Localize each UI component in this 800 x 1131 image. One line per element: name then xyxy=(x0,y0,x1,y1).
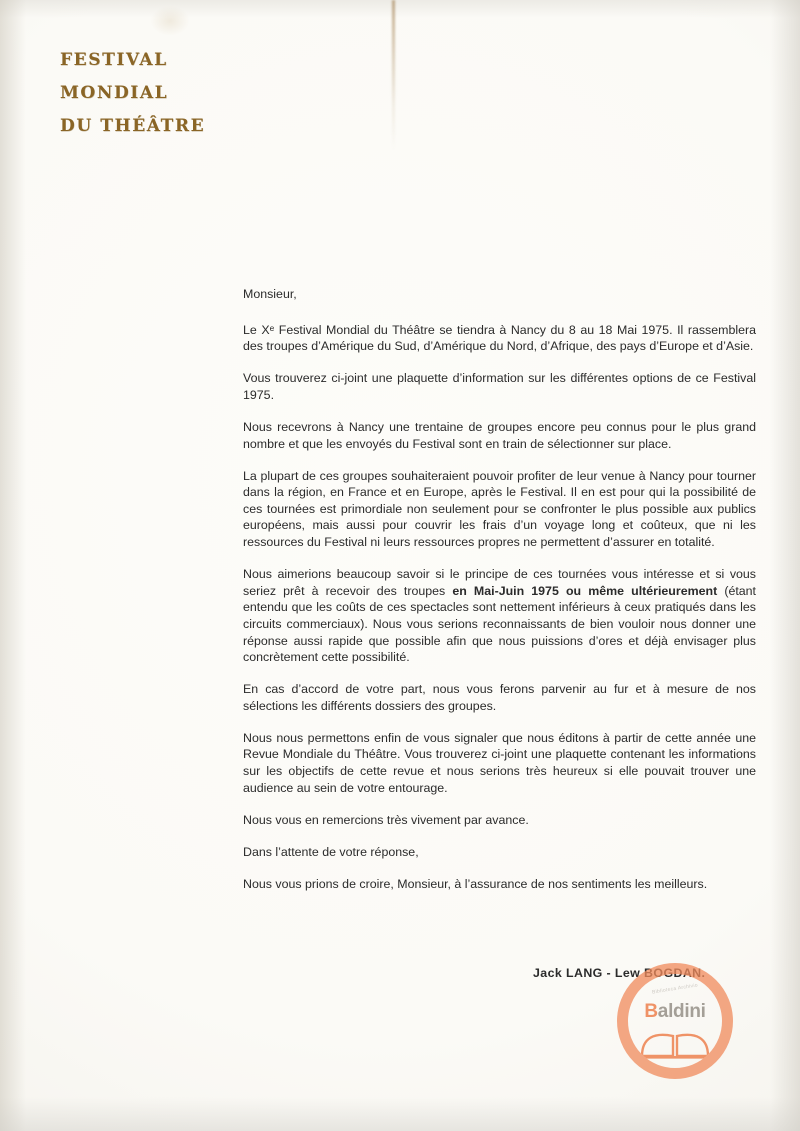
paragraph-5-bold-dates: en Mai-Juin 1975 ou même ultérieurement xyxy=(452,583,718,598)
scan-edge-right xyxy=(770,0,800,1131)
paragraph-7: Nous nous permettons enfin de vous signaler que nous éditons à partir de cette année une Revue Mondiale du Théâtre. Vous trouverez ci-joint une plaquette contenant les informations sur les objectifs de cette revue et nous serions très heureux si elle pouvait trouver une audience au sein de votre entourage. xyxy=(243,730,756,795)
open-book-icon xyxy=(638,1026,712,1065)
letterhead-line-1: FESTIVAL xyxy=(60,50,168,70)
signature-line: Jack LANG - Lew BOGDAN. xyxy=(533,966,706,980)
letterhead-line-2: MONDIAL xyxy=(60,83,169,103)
scan-edge-top xyxy=(0,0,800,18)
paragraph-8-thanks: Nous vous en remercions très vivement par avance. xyxy=(243,812,529,827)
scan-edge-bottom xyxy=(0,1097,800,1131)
baldini-archive-stamp xyxy=(617,963,733,1079)
paper-crease-mark xyxy=(392,0,395,150)
stamp-inner xyxy=(628,974,722,1068)
salutation: Monsieur, xyxy=(243,287,297,301)
paper-smudge xyxy=(150,6,190,36)
paragraph-4: La plupart de ces groupes souhaiteraient pouvoir profiter de leur venue à Nancy pour tourner dans la région, en France et en Europe, après le Festival. Il en est pour qui la possibilité de ces tournées est primordiale non seulement pour se confronter le plus possible aux publics européens, mais aussi pour couvrir les frais d’un voyage long et coûteux, que ni les ressources du Festival ni leurs ressources propres ne permettent d’assurer en totalité. xyxy=(243,468,756,550)
stamp-wordmark-rest: aldini xyxy=(657,1001,706,1022)
letterhead xyxy=(60,44,205,143)
stamp-small-text: Biblioteca Archivio xyxy=(651,982,699,996)
paragraph-5-before: Nous aimerions beaucoup savoir si le principe de ces tournées vous intéresse et si vous seriez prêt à recevoir des troupes xyxy=(243,567,756,598)
letter-body xyxy=(243,286,756,908)
paragraph-3: Nous recevrons à Nancy une trentaine de groupes encore peu connus pour le plus grand nombre et que les envoyés du Festival sont en train de sélectionner sur place. xyxy=(243,419,756,451)
paragraph-5-after: (étant entendu que les coûts de ces spectacles sont nettement inférieurs à ceux pratiqués dans les circuits commerciaux). Nous vous serions reconnaissants de bien vouloir nous donner une réponse aussi rapide que possible afin que nous puissions d’ores et déjà envisager plus concrètement cette possibilité. xyxy=(243,583,756,665)
paragraph-6: En cas d’accord de votre part, nous vous ferons parvenir au fur et à mesure de nos sélections les différents dossiers des groupes. xyxy=(243,682,756,713)
paragraph-9-awaiting-reply: Dans l’attente de votre réponse, xyxy=(243,844,419,859)
letterhead-line-3: DU THÉÂTRE xyxy=(60,116,206,136)
paragraph-1: Le Xᵉ Festival Mondial du Théâtre se tiendra à Nancy du 8 au 18 Mai 1975. Il rassemblera des troupes d’Amérique du Sud, d’Amérique du Nord, d’Afrique, des pays d’Europe et d’Asie. xyxy=(243,322,756,354)
scan-edge-left xyxy=(0,0,26,1131)
paragraph-10-closing: Nous vous prions de croire, Monsieur, à l’assurance de nos sentiments les meilleurs. xyxy=(243,876,708,891)
paragraph-2: Vous trouverez ci-joint une plaquette d’information sur les différentes options de ce Festival 1975. xyxy=(243,371,756,402)
stamp-wordmark-initial: B xyxy=(644,1001,658,1022)
stamp-wordmark xyxy=(644,1001,705,1023)
paragraph-5-with-emphasis xyxy=(243,566,756,666)
